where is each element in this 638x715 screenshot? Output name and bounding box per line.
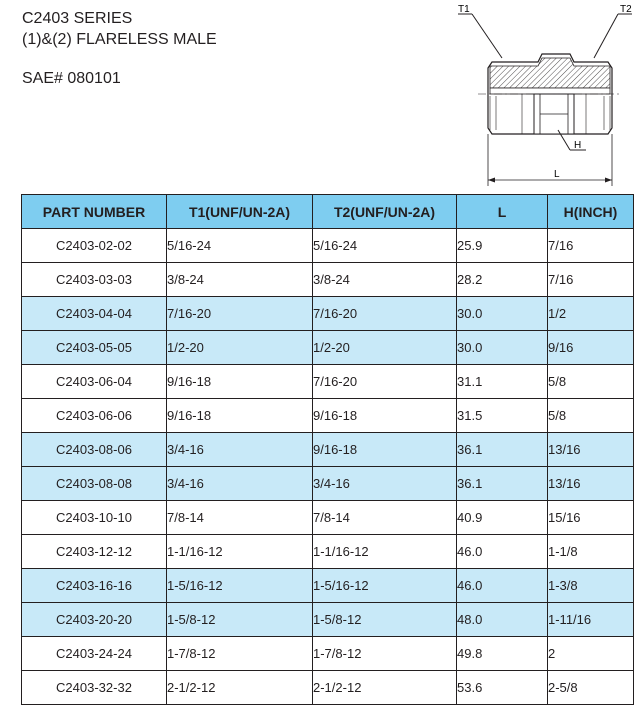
cell-part: C2403-03-03 (22, 263, 167, 297)
cell-part: C2403-10-10 (22, 501, 167, 535)
cell-l: 36.1 (457, 467, 548, 501)
cell-h: 2-5/8 (548, 671, 634, 705)
table-row (22, 501, 634, 535)
title-block (22, 8, 217, 50)
cell-l: 31.1 (457, 365, 548, 399)
cell-t1: 1/2-20 (167, 331, 313, 365)
l-label: L (554, 169, 560, 180)
table-row (22, 467, 634, 501)
table-row (22, 569, 634, 603)
cell-t2: 1-5/16-12 (313, 569, 457, 603)
cell-l: 30.0 (457, 331, 548, 365)
cell-t1: 9/16-18 (167, 365, 313, 399)
cell-t1: 5/16-24 (167, 229, 313, 263)
cell-t2: 5/16-24 (313, 229, 457, 263)
cell-t2: 3/8-24 (313, 263, 457, 297)
cell-h: 13/16 (548, 467, 634, 501)
cell-l: 49.8 (457, 637, 548, 671)
cell-h: 5/8 (548, 399, 634, 433)
cell-t2: 1-1/16-12 (313, 535, 457, 569)
cell-part: C2403-32-32 (22, 671, 167, 705)
cell-l: 36.1 (457, 433, 548, 467)
table-row (22, 263, 634, 297)
table-row (22, 331, 634, 365)
table-header-row (22, 195, 634, 229)
cell-part: C2403-05-05 (22, 331, 167, 365)
t2-label: T2 (620, 4, 632, 15)
col-header-t2: T2(UNF/UN-2A) (313, 195, 457, 229)
cell-part: C2403-20-20 (22, 603, 167, 637)
cell-part: C2403-06-06 (22, 399, 167, 433)
cell-h: 1/2 (548, 297, 634, 331)
table-row (22, 603, 634, 637)
cell-l: 46.0 (457, 569, 548, 603)
cell-h: 13/16 (548, 433, 634, 467)
spec-table (21, 194, 634, 705)
cell-t2: 1/2-20 (313, 331, 457, 365)
cell-h: 1-1/8 (548, 535, 634, 569)
col-header-part-number: PART NUMBER (22, 195, 167, 229)
cell-l: 31.5 (457, 399, 548, 433)
cell-h: 1-3/8 (548, 569, 634, 603)
fitting-drawing (450, 0, 638, 190)
cell-part: C2403-02-02 (22, 229, 167, 263)
series-description: (1)&(2) FLARELESS MALE (22, 31, 217, 48)
cell-l: 28.2 (457, 263, 548, 297)
table-row (22, 297, 634, 331)
cell-part: C2403-16-16 (22, 569, 167, 603)
cell-t2: 9/16-18 (313, 399, 457, 433)
cell-l: 48.0 (457, 603, 548, 637)
cell-t2: 2-1/2-12 (313, 671, 457, 705)
table-row (22, 535, 634, 569)
col-header-h: H(INCH) (548, 195, 634, 229)
cell-l: 40.9 (457, 501, 548, 535)
cell-t2: 1-5/8-12 (313, 603, 457, 637)
cell-part: C2403-24-24 (22, 637, 167, 671)
cell-h: 5/8 (548, 365, 634, 399)
sae-number: SAE# 080101 (22, 70, 121, 87)
cell-t1: 9/16-18 (167, 399, 313, 433)
cell-l: 53.6 (457, 671, 548, 705)
table-row (22, 399, 634, 433)
series-title: C2403 SERIES (22, 10, 133, 27)
cell-l: 25.9 (457, 229, 548, 263)
cell-t2: 3/4-16 (313, 467, 457, 501)
cell-t1: 1-5/8-12 (167, 603, 313, 637)
cell-part: C2403-12-12 (22, 535, 167, 569)
col-header-l: L (457, 195, 548, 229)
cell-part: C2403-04-04 (22, 297, 167, 331)
cell-t2: 7/8-14 (313, 501, 457, 535)
cell-t1: 3/8-24 (167, 263, 313, 297)
cell-part: C2403-08-08 (22, 467, 167, 501)
cell-l: 46.0 (457, 535, 548, 569)
cell-t2: 9/16-18 (313, 433, 457, 467)
cell-t1: 2-1/2-12 (167, 671, 313, 705)
cell-t1: 1-7/8-12 (167, 637, 313, 671)
cell-t1: 7/16-20 (167, 297, 313, 331)
col-header-t1: T1(UNF/UN-2A) (167, 195, 313, 229)
cell-h: 7/16 (548, 263, 634, 297)
table-row (22, 229, 634, 263)
cell-t1: 3/4-16 (167, 467, 313, 501)
cell-t1: 1-5/16-12 (167, 569, 313, 603)
h-label: H (574, 140, 582, 151)
t1-label: T1 (458, 4, 470, 15)
cell-t1: 1-1/16-12 (167, 535, 313, 569)
table-row (22, 637, 634, 671)
cell-h: 2 (548, 637, 634, 671)
cell-t2: 7/16-20 (313, 297, 457, 331)
cell-h: 1-11/16 (548, 603, 634, 637)
cell-l: 30.0 (457, 297, 548, 331)
table-row (22, 365, 634, 399)
cell-part: C2403-06-04 (22, 365, 167, 399)
cell-t1: 7/8-14 (167, 501, 313, 535)
cell-t2: 7/16-20 (313, 365, 457, 399)
table-row (22, 433, 634, 467)
table-row (22, 671, 634, 705)
cell-h: 9/16 (548, 331, 634, 365)
cell-t2: 1-7/8-12 (313, 637, 457, 671)
cell-h: 15/16 (548, 501, 634, 535)
cell-h: 7/16 (548, 229, 634, 263)
cell-t1: 3/4-16 (167, 433, 313, 467)
cell-part: C2403-08-06 (22, 433, 167, 467)
